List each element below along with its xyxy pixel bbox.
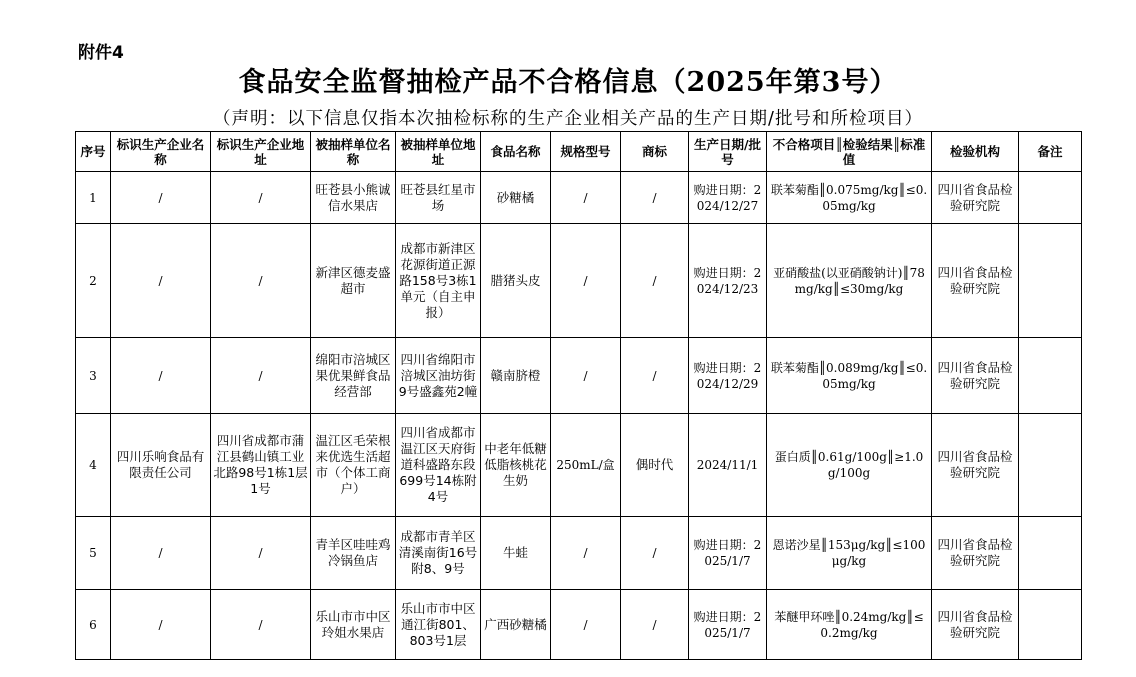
- cell-sampled-unit-address: 四川省绵阳市涪城区油坊街9号盛鑫苑2幢: [396, 338, 481, 414]
- column-header-sampled-unit-name: 被抽样单位名称: [311, 132, 396, 172]
- cell-sampled-unit-name: 新津区德麦盛超市: [311, 224, 396, 338]
- cell-inspection-agency: 四川省食品检验研究院: [932, 224, 1019, 338]
- column-header-food-name: 食品名称: [481, 132, 551, 172]
- cell-failed-item: 苯醚甲环唑║0.24mg/kg║≤0.2mg/kg: [767, 590, 932, 660]
- cell-sampled-unit-address: 四川省成都市温江区天府街道科盛路东段699号14栋附4号: [396, 414, 481, 517]
- cell-inspection-agency: 四川省食品检验研究院: [932, 590, 1019, 660]
- column-header-production-date: 生产日期/批号: [689, 132, 767, 172]
- cell-failed-item: 联苯菊酯║0.075mg/kg║≤0.05mg/kg: [767, 172, 932, 224]
- cell-manufacturer-name: /: [111, 224, 211, 338]
- cell-sampled-unit-address: 成都市新津区花源街道正源路158号3栋1单元（自主申报）: [396, 224, 481, 338]
- cell-food-name: 砂糖橘: [481, 172, 551, 224]
- table-header-row: [76, 132, 1082, 172]
- cell-inspection-agency: 四川省食品检验研究院: [932, 517, 1019, 590]
- column-header-sampled-unit-address: 被抽样单位地址: [396, 132, 481, 172]
- cell-specification: /: [551, 338, 621, 414]
- cell-sampled-unit-name: 旺苍县小熊诚信水果店: [311, 172, 396, 224]
- cell-remarks: [1019, 590, 1082, 660]
- cell-sampled-unit-address: 旺苍县红星市场: [396, 172, 481, 224]
- cell-specification: /: [551, 590, 621, 660]
- cell-failed-item: 蛋白质║0.61g/100g║≥1.0g/100g: [767, 414, 932, 517]
- cell-sampled-unit-address: 成都市青羊区清溪南街16号附8、9号: [396, 517, 481, 590]
- cell-manufacturer-address: /: [211, 517, 311, 590]
- cell-index: 4: [76, 414, 111, 517]
- cell-food-name: 中老年低糖低脂核桃花生奶: [481, 414, 551, 517]
- cell-index: 2: [76, 224, 111, 338]
- cell-manufacturer-name: 四川乐响食品有限责任公司: [111, 414, 211, 517]
- table-row: [76, 172, 1082, 224]
- cell-failed-item: 联苯菊酯║0.089mg/kg║≤0.05mg/kg: [767, 338, 932, 414]
- cell-trademark: /: [621, 517, 689, 590]
- cell-inspection-agency: 四川省食品检验研究院: [932, 172, 1019, 224]
- cell-trademark: /: [621, 172, 689, 224]
- column-header-manufacturer-name: 标识生产企业名称: [111, 132, 211, 172]
- table-row: [76, 224, 1082, 338]
- cell-production-date: 购进日期：2024/12/29: [689, 338, 767, 414]
- column-header-trademark: 商标: [621, 132, 689, 172]
- column-header-failed-item: 不合格项目║检验结果║标准值: [767, 132, 932, 172]
- cell-sampled-unit-name: 乐山市市中区玲姐水果店: [311, 590, 396, 660]
- cell-manufacturer-address: /: [211, 172, 311, 224]
- cell-trademark: /: [621, 224, 689, 338]
- cell-production-date: 购进日期：2025/1/7: [689, 517, 767, 590]
- cell-manufacturer-name: /: [111, 590, 211, 660]
- cell-specification: /: [551, 172, 621, 224]
- cell-production-date: 购进日期：2024/12/27: [689, 172, 767, 224]
- cell-production-date: 购进日期：2025/1/7: [689, 590, 767, 660]
- cell-index: 5: [76, 517, 111, 590]
- cell-failed-item: 亚硝酸盐(以亚硝酸钠计)║78mg/kg║≤30mg/kg: [767, 224, 932, 338]
- cell-manufacturer-name: /: [111, 338, 211, 414]
- cell-index: 1: [76, 172, 111, 224]
- unqualified-products-table: [75, 131, 1082, 660]
- cell-remarks: [1019, 224, 1082, 338]
- cell-food-name: 赣南脐橙: [481, 338, 551, 414]
- cell-manufacturer-address: /: [211, 338, 311, 414]
- cell-manufacturer-address: /: [211, 224, 311, 338]
- cell-inspection-agency: 四川省食品检验研究院: [932, 338, 1019, 414]
- cell-food-name: 腊猪头皮: [481, 224, 551, 338]
- column-header-specification: 规格型号: [551, 132, 621, 172]
- column-header-remarks: 备注: [1019, 132, 1082, 172]
- cell-specification: 250mL/盒: [551, 414, 621, 517]
- cell-trademark: 偶时代: [621, 414, 689, 517]
- cell-specification: /: [551, 517, 621, 590]
- column-header-manufacturer-address: 标识生产企业地址: [211, 132, 311, 172]
- cell-index: 3: [76, 338, 111, 414]
- cell-manufacturer-address: /: [211, 590, 311, 660]
- cell-production-date: 购进日期：2024/12/23: [689, 224, 767, 338]
- cell-remarks: [1019, 414, 1082, 517]
- cell-trademark: /: [621, 590, 689, 660]
- cell-remarks: [1019, 172, 1082, 224]
- cell-remarks: [1019, 338, 1082, 414]
- cell-inspection-agency: 四川省食品检验研究院: [932, 414, 1019, 517]
- cell-food-name: 牛蛙: [481, 517, 551, 590]
- cell-sampled-unit-name: 绵阳市涪城区果优果鲜食品经营部: [311, 338, 396, 414]
- cell-production-date: 2024/11/1: [689, 414, 767, 517]
- cell-specification: /: [551, 224, 621, 338]
- cell-food-name: 广西砂糖橘: [481, 590, 551, 660]
- statement-text: （声明：以下信息仅指本次抽检标称的生产企业相关产品的生产日期/批号和所检项目）: [213, 109, 923, 129]
- table-row: [76, 414, 1082, 517]
- attachment-label: 附件4: [78, 43, 124, 63]
- table-row: [76, 590, 1082, 660]
- cell-sampled-unit-name: 温江区毛荣根来优选生活超市（个体工商户）: [311, 414, 396, 517]
- cell-sampled-unit-address: 乐山市市中区通江街801、803号1层: [396, 590, 481, 660]
- cell-trademark: /: [621, 338, 689, 414]
- table-row: [76, 338, 1082, 414]
- cell-index: 6: [76, 590, 111, 660]
- cell-failed-item: 恩诺沙星║153μg/kg║≤100μg/kg: [767, 517, 932, 590]
- cell-manufacturer-name: /: [111, 517, 211, 590]
- table-row: [76, 517, 1082, 590]
- column-header-inspection-agency: 检验机构: [932, 132, 1019, 172]
- cell-manufacturer-name: /: [111, 172, 211, 224]
- cell-manufacturer-address: 四川省成都市蒲江县鹤山镇工业北路98号1栋1层1号: [211, 414, 311, 517]
- column-header-index: 序号: [76, 132, 111, 172]
- cell-sampled-unit-name: 青羊区哇哇鸡冷锅鱼店: [311, 517, 396, 590]
- cell-remarks: [1019, 517, 1082, 590]
- page-title: 食品安全监督抽检产品不合格信息（2025年第3号）: [238, 67, 898, 98]
